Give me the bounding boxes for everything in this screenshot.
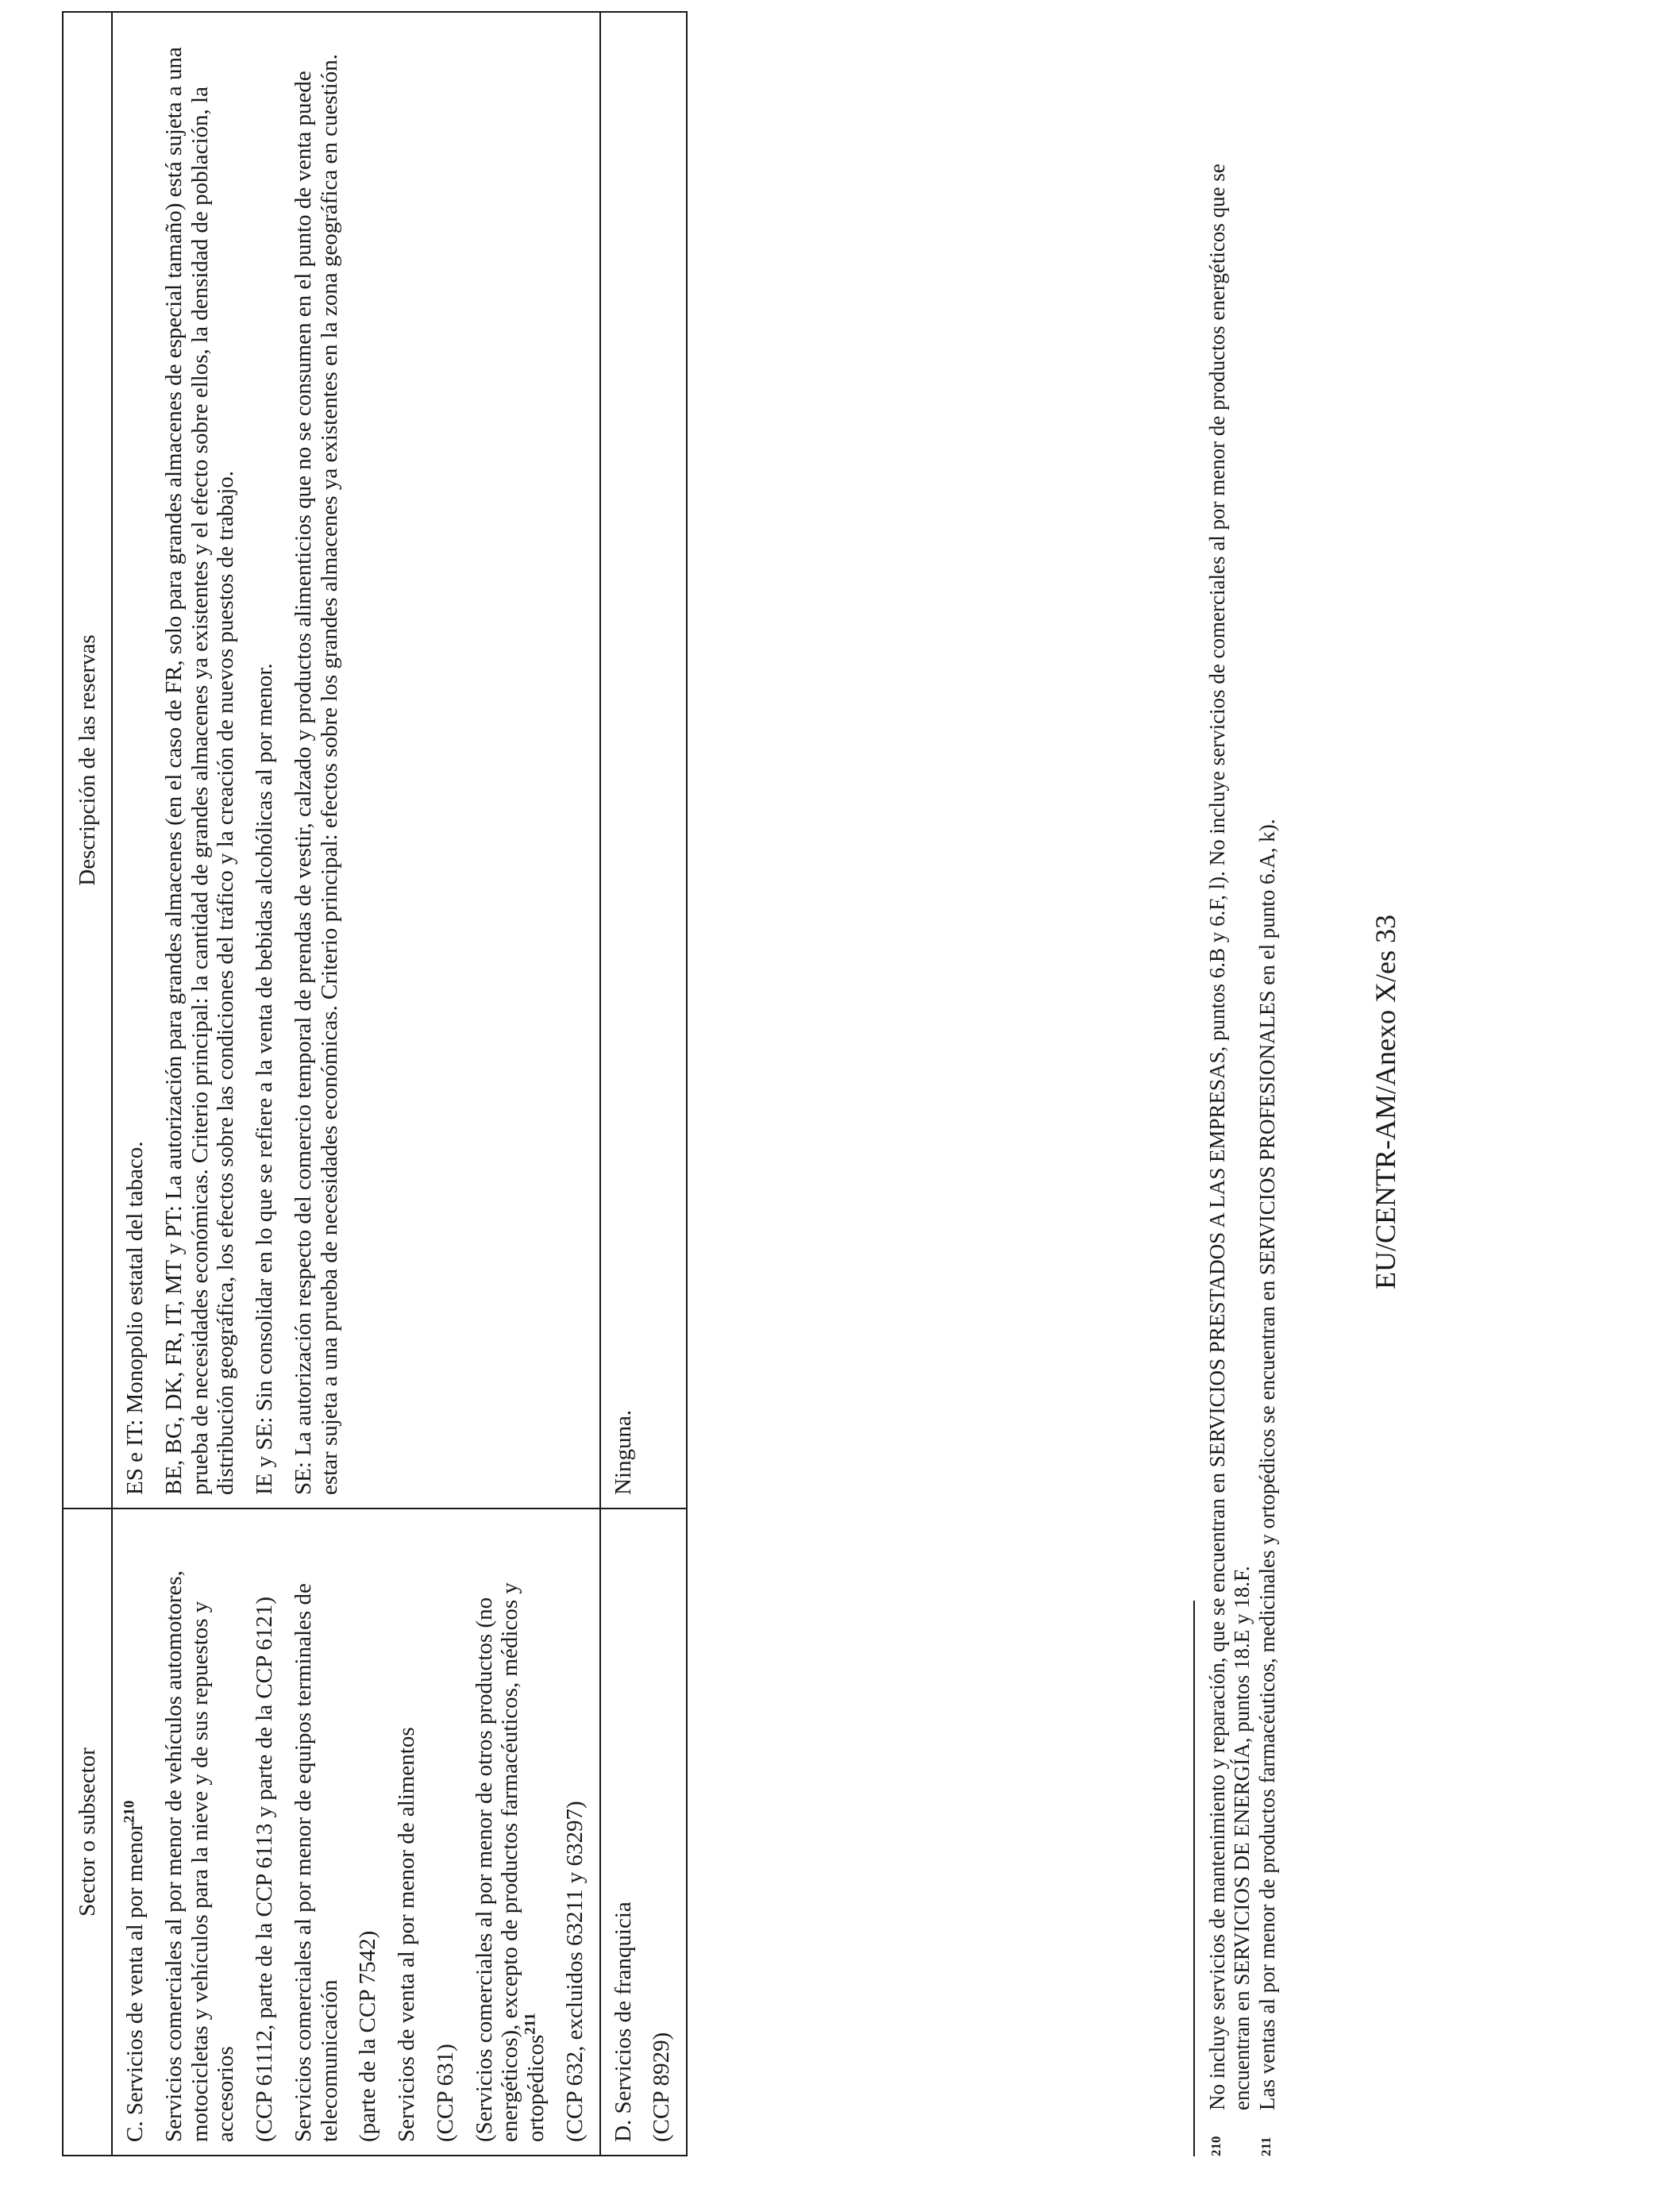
footnote-number: 211 [1258,2137,1274,2156]
footnote [1205,92,1254,2156]
sector-line: (CCP 632, excluidos 63211 y 63297) [561,1801,588,2142]
table-row-retail [112,12,600,2156]
footnote [1255,92,1280,2156]
sector-line: C. Servicios de venta al por menor$^{210}$ [121,1800,148,2142]
sector-line: D. Servicios de franquicia [610,1902,636,2142]
sector-line: (CCP 631) [432,2044,458,2142]
footnote-ref[interactable]: 210 [121,1800,138,1824]
sector-line: (CCP 8929) [649,2032,675,2142]
sector-line: (Servicios comerciales al por menor de otros productos (no energéticos), excepto de productos farmacéuticos, médicos y ortopédicos$^{211}$ [471,1582,549,2142]
footnote-text: Las ventas al por menor de productos farmacéuticos, medicinales y ortopédicos se encuentran en SERVICIOS PROFESIONALES en el punto 6.A, k). [1255,819,1280,2110]
page-footer: EU/CENTR-AM/Anexo X/es 33 [1370,915,1401,1289]
sector-line: (parte de la CCP 7542) [355,1930,381,2142]
description-paragraph: Ninguna. [610,1409,636,1495]
header-description: Descripción de las reservas [63,12,112,1509]
footnotes [1205,92,1281,2156]
table-row-franchise [600,12,688,2156]
sector-line: Servicios comerciales al por menor de equipos terminales de telecomunicación [290,1583,342,2142]
description-paragraph: IE y SE: Sin consolidar en lo que se refiere a la venta de bebidas alcohólicas al por menor. [252,663,278,1495]
reserves-table [62,11,688,2156]
sector-line: Servicios de venta al por menor de alimentos [394,1727,420,2142]
footnote-text: No incluye servicios de mantenimiento y reparación, que se encuentran en SERVICIOS PRESTADOS A LAS EMPRESAS, puntos 6.B y 6.F, l). No incluye servicios de comerciales al por menor de productos energéticos que se encuentran en SERVICIOS DE ENERGÍA, puntos 18.E y 18.F. [1205,164,1254,2110]
sector-cell [112,1509,600,2156]
sector-line: Servicios comerciales al por menor de vehículos automotores, motocicletas y vehículos para la nieve y de sus repuestos y accesorios [160,1570,239,2142]
footnote-separator [1193,1601,1195,2156]
description-cell [600,12,688,1509]
description-paragraph: ES e IT: Monopolio estatal del tabaco. [122,1141,148,1495]
description-cell [112,12,600,1509]
header-sector: Sector o subsector [63,1509,112,2156]
sector-line: (CCP 61112, parte de la CCP 6113 y parte de la CCP 6121) [252,1596,278,2142]
table-header-row [63,12,112,2156]
description-paragraph: BE, BG, DK, FR, IT, MT y PT: La autorización para grandes almacenes (en el caso de FR, solo para grandes almacenes de especial tamaño) está sujeta a una prueba de necesidades económicas. Criterio principal: la cantidad de grandes almacenes ya existentes y el efecto sobre ellos, la densidad de población, la distribución geográfica, los efectos sobre las condiciones del tráfico y la creación de nuevos puestos de trabajo. [160,47,239,1495]
footnote-ref[interactable]: 211 [522,2013,539,2035]
description-paragraph: SE: La autorización respecto del comercio temporal de prendas de vestir, calzado y productos alimenticios que no se consumen en el punto de venta puede estar sujeta a una prueba de necesidades económicas. Criterio principal: efectos sobre los grandes almacenes ya existentes en la zona geográfica en cuestión. [290,54,342,1495]
footnote-number: 210 [1208,2136,1223,2156]
sector-cell [600,1509,688,2156]
